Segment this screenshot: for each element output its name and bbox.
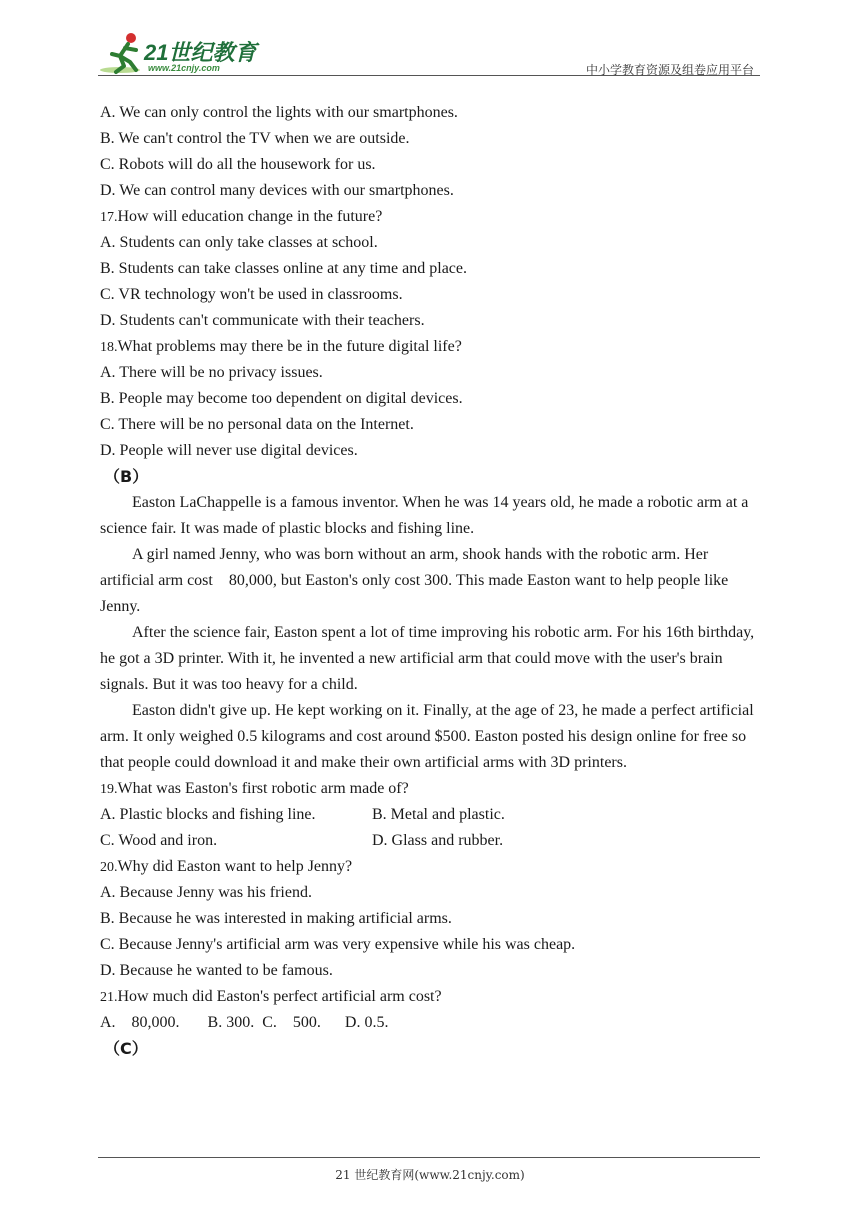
q16-options — [100, 100, 762, 204]
q17-option-b: B. Students can take classes online at any time and place. — [100, 260, 467, 277]
section-c-heading: （C） — [104, 1039, 148, 1058]
q19-options-row-2 — [100, 828, 762, 854]
question-17 — [100, 204, 762, 334]
question-19 — [100, 776, 762, 854]
runner-logo-icon — [98, 30, 148, 76]
q18-number: 18. — [100, 340, 118, 355]
passage-b-paragraph-3: After the science fair, Easton spent a lot of time improving his robotic arm. For his 16th birthday, he got a 3D printer. With it, he invented a new artificial arm that could move with the user's brain signals. But it was too heavy for a child. — [100, 624, 755, 693]
q17-number: 17. — [100, 210, 118, 225]
q17-option-d: D. Students can't communicate with their teachers. — [100, 312, 425, 329]
q19-option-b: B. Metal and plastic. — [372, 806, 505, 823]
question-21 — [100, 984, 762, 1036]
page-header — [98, 30, 760, 78]
q19-number: 19. — [100, 782, 118, 797]
q18-stem — [100, 334, 762, 360]
q16-option-a: A. We can only control the lights with our smartphones. — [100, 104, 458, 121]
header-divider — [98, 75, 760, 76]
platform-name: 中小学教育资源及组卷应用平台 — [585, 63, 754, 77]
q19-option-d: D. Glass and rubber. — [372, 832, 504, 849]
q21-options: A. 80,000. B. 300. C. 500. D. 0.5. — [100, 1014, 389, 1031]
q16-option-d: D. We can control many devices with our smartphones. — [100, 182, 454, 199]
q18-option-b: B. People may become too dependent on digital devices. — [100, 390, 463, 407]
q19-option-c: C. Wood and iron. — [100, 832, 218, 849]
passage-b — [100, 490, 762, 776]
q20-option-b: B. Because he was interested in making artificial arms. — [100, 910, 452, 927]
passage-b-paragraph-4: Easton didn't give up. He kept working on it. Finally, at the age of 23, he made a perfect artificial arm. It only weighed 0.5 kilograms and cost around $500. Easton posted his design online for free so that people could download it and make their own artificial arms with 3D printers. — [100, 702, 754, 771]
q18-option-c: C. There will be no personal data on the Internet. — [100, 416, 414, 433]
q16-option-b: B. We can't control the TV when we are outside. — [100, 130, 410, 147]
logo — [98, 30, 268, 76]
question-20 — [100, 854, 762, 984]
q18-option-a: A. There will be no privacy issues. — [100, 364, 323, 381]
passage-b-paragraph-1: Easton LaChappelle is a famous inventor. When he was 14 years old, he made a robotic arm at a science fair. It was made of plastic blocks and fishing line. — [100, 494, 749, 537]
q19-stem — [100, 776, 762, 802]
q18-option-d: D. People will never use digital devices. — [100, 442, 358, 459]
q20-option-d: D. Because he wanted to be famous. — [100, 962, 333, 979]
q21-stem — [100, 984, 762, 1010]
q17-stem — [100, 204, 762, 230]
q17-option-a: A. Students can only take classes at school. — [100, 234, 378, 251]
question-18 — [100, 334, 762, 464]
logo-title: 21世纪教育 — [144, 40, 257, 65]
q19-options-row-1 — [100, 802, 762, 828]
section-b-heading: （B） — [104, 467, 149, 486]
q21-text: How much did Easton's perfect artificial arm cost? — [117, 988, 442, 1005]
q17-text: How will education change in the future? — [117, 208, 383, 225]
q20-number: 20. — [100, 860, 118, 875]
q17-option-c: C. VR technology won't be used in classrooms. — [100, 286, 403, 303]
passage-b-paragraph-2: A girl named Jenny, who was born without an arm, shook hands with the robotic arm. Her artificial arm cost 80,000, but Easton's only cost 300. This made Easton want to help people like Jenny. — [100, 546, 733, 615]
q20-option-c: C. Because Jenny's artificial arm was very expensive while his was cheap. — [100, 936, 576, 953]
q20-stem — [100, 854, 762, 880]
q19-text: What was Easton's first robotic arm made of? — [117, 780, 409, 797]
q20-option-a: A. Because Jenny was his friend. — [100, 884, 312, 901]
q16-option-c: C. Robots will do all the housework for us. — [100, 156, 376, 173]
q21-number: 21. — [100, 990, 118, 1005]
logo-url: www.21cnjy.com — [148, 63, 220, 73]
page-footer: 21 世纪教育网(www.21cnjy.com) — [335, 1168, 525, 1182]
q20-text: Why did Easton want to help Jenny? — [117, 858, 353, 875]
q19-option-a: A. Plastic blocks and fishing line. — [100, 806, 316, 823]
document-body — [100, 100, 762, 1062]
footer-divider — [98, 1157, 760, 1158]
q18-text: What problems may there be in the future digital life? — [117, 338, 462, 355]
